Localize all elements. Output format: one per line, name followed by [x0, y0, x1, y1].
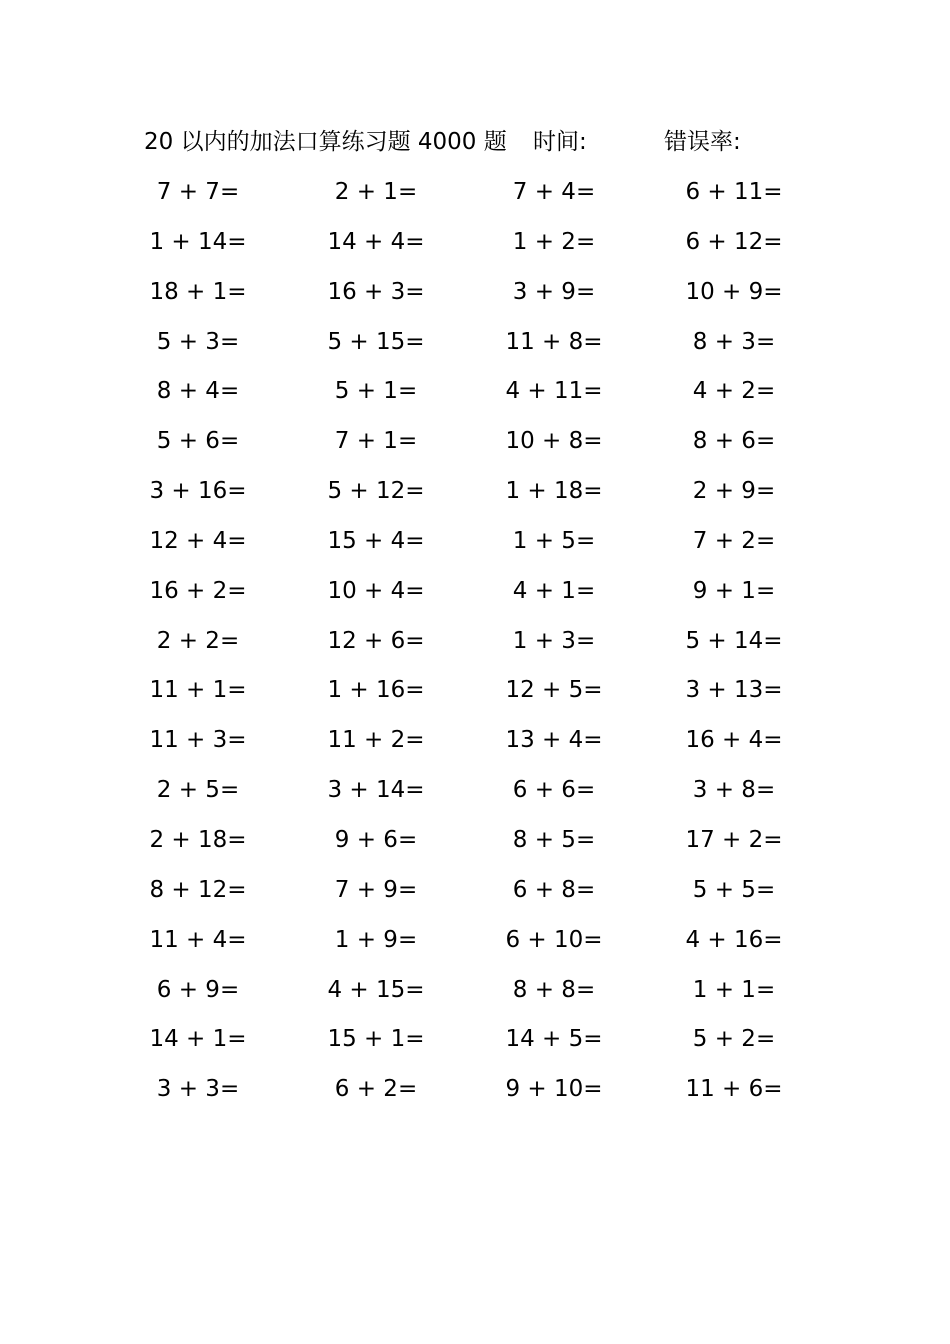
addition-problem: 1 + 1=: [692, 976, 776, 1003]
addition-problem: 10 + 9=: [685, 278, 783, 305]
problem-row: [0, 172, 950, 222]
addition-problem: 8 + 4=: [156, 378, 240, 405]
problem-row: [0, 1069, 950, 1119]
addition-problem: 5 + 2=: [692, 1026, 776, 1053]
addition-problem: 14 + 1=: [149, 1026, 247, 1053]
addition-problem: 3 + 16=: [149, 478, 247, 505]
worksheet-title: 20 以内的加法口算练习题 4000 题: [144, 129, 507, 155]
problem-row: [0, 322, 950, 372]
problem-row: [0, 770, 950, 820]
addition-problem: 2 + 1=: [334, 179, 418, 205]
addition-problem: 1 + 16=: [327, 677, 425, 704]
problem-row: [0, 1019, 950, 1069]
worksheet-header: [0, 124, 950, 160]
addition-problem: 15 + 1=: [327, 1026, 425, 1053]
addition-problem: 10 + 4=: [327, 577, 425, 604]
addition-problem: 9 + 10=: [505, 1076, 603, 1103]
addition-problem: 8 + 6=: [692, 428, 776, 455]
problem-row: [0, 621, 950, 671]
addition-problem: 10 + 8=: [505, 428, 603, 455]
addition-problem: 17 + 2=: [685, 826, 783, 853]
addition-problem: 11 + 8=: [505, 328, 603, 355]
addition-problem: 4 + 1=: [512, 577, 596, 604]
problem-row: [0, 571, 950, 621]
addition-problem: 16 + 3=: [327, 278, 425, 305]
addition-problem: 2 + 18=: [149, 826, 247, 853]
addition-problem: 6 + 6=: [512, 777, 596, 804]
addition-problem: 3 + 9=: [512, 278, 596, 305]
addition-problem: 6 + 8=: [512, 876, 596, 903]
addition-problem: 3 + 13=: [685, 677, 783, 704]
problem-row: [0, 820, 950, 870]
addition-problem: 16 + 4=: [685, 727, 783, 754]
addition-problem: 8 + 3=: [692, 328, 776, 355]
addition-problem: 7 + 4=: [512, 179, 596, 205]
addition-problem: 3 + 8=: [692, 777, 776, 804]
addition-problem: 18 + 1=: [149, 278, 247, 305]
problem-row: [0, 272, 950, 322]
addition-problem: 3 + 3=: [156, 1076, 240, 1103]
addition-problem: 6 + 11=: [685, 179, 783, 205]
addition-problem: 8 + 8=: [512, 976, 596, 1003]
addition-problem: 2 + 2=: [156, 627, 240, 654]
addition-problem: 11 + 4=: [149, 926, 247, 953]
addition-problem: 5 + 15=: [327, 328, 425, 355]
addition-problem: 5 + 5=: [692, 876, 776, 903]
addition-problem: 12 + 6=: [327, 627, 425, 654]
addition-problem: 14 + 4=: [327, 228, 425, 255]
addition-problem: 12 + 4=: [149, 527, 247, 554]
addition-problem: 1 + 5=: [512, 527, 596, 554]
addition-problem: 7 + 7=: [156, 179, 240, 205]
error-rate-label: 错误率:: [664, 129, 741, 155]
addition-problem: 3 + 14=: [327, 777, 425, 804]
addition-problem: 6 + 10=: [505, 926, 603, 953]
problem-row: [0, 720, 950, 770]
addition-problem: 6 + 12=: [685, 228, 783, 255]
addition-problem: 1 + 14=: [149, 228, 247, 255]
addition-problem: 1 + 3=: [512, 627, 596, 654]
problem-row: [0, 371, 950, 421]
problem-row: [0, 970, 950, 1020]
problem-row: [0, 222, 950, 272]
addition-problem: 5 + 12=: [327, 478, 425, 505]
addition-problem: 11 + 2=: [327, 727, 425, 754]
addition-problem: 9 + 1=: [692, 577, 776, 604]
problem-row: [0, 870, 950, 920]
addition-problem: 9 + 6=: [334, 826, 418, 853]
problem-row: [0, 421, 950, 471]
addition-problem: 16 + 2=: [149, 577, 247, 604]
addition-problem: 5 + 6=: [156, 428, 240, 455]
addition-problem: 1 + 2=: [512, 228, 596, 255]
addition-problem: 4 + 11=: [505, 378, 603, 405]
problem-row: [0, 920, 950, 970]
addition-problem: 11 + 6=: [685, 1076, 783, 1103]
addition-problem: 4 + 2=: [692, 378, 776, 405]
addition-problem: 6 + 2=: [334, 1076, 418, 1103]
addition-problem: 2 + 5=: [156, 777, 240, 804]
problem-row: [0, 670, 950, 720]
addition-problem: 15 + 4=: [327, 527, 425, 554]
addition-problem: 4 + 16=: [685, 926, 783, 953]
addition-problem: 7 + 1=: [334, 428, 418, 455]
addition-problem: 13 + 4=: [505, 727, 603, 754]
addition-problem: 1 + 18=: [505, 478, 603, 505]
addition-problem: 7 + 2=: [692, 527, 776, 554]
addition-problem: 11 + 3=: [149, 727, 247, 754]
addition-problem: 5 + 14=: [685, 627, 783, 654]
addition-problem: 6 + 9=: [156, 976, 240, 1003]
addition-problem: 5 + 3=: [156, 328, 240, 355]
problem-row: [0, 521, 950, 571]
addition-problem: 7 + 9=: [334, 876, 418, 903]
problem-row: [0, 471, 950, 521]
addition-problem: 5 + 1=: [334, 378, 418, 405]
time-label: 时间:: [533, 129, 587, 155]
addition-problem: 4 + 15=: [327, 976, 425, 1003]
addition-problem: 12 + 5=: [505, 677, 603, 704]
addition-problem: 8 + 5=: [512, 826, 596, 853]
addition-problem: 11 + 1=: [149, 677, 247, 704]
problem-grid: [0, 172, 950, 1119]
addition-problem: 2 + 9=: [692, 478, 776, 505]
addition-problem: 1 + 9=: [334, 926, 418, 953]
addition-problem: 14 + 5=: [505, 1026, 603, 1053]
addition-problem: 8 + 12=: [149, 876, 247, 903]
